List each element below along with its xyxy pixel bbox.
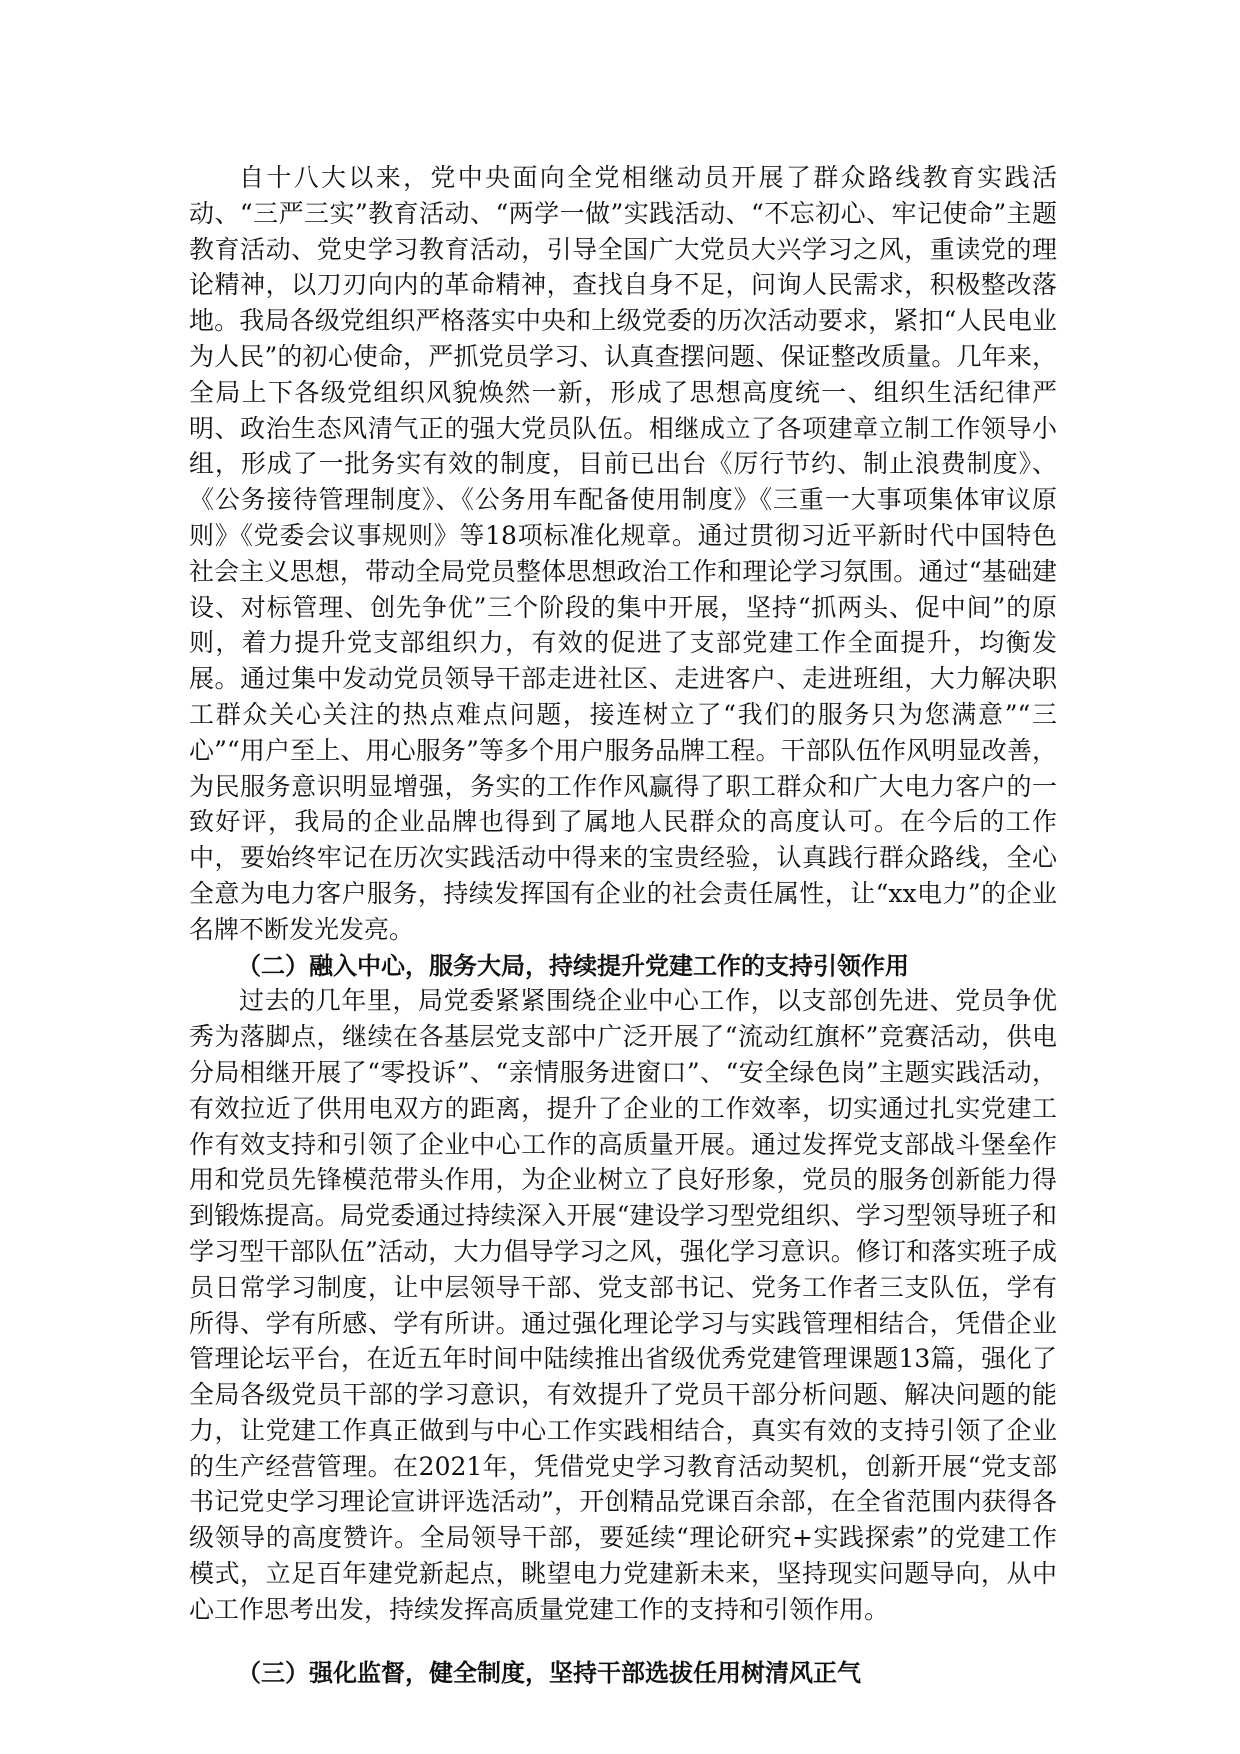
section-heading-2: （二）融入中心，服务大局，持续提升党建工作的支持引领作用 <box>237 950 909 980</box>
section-heading-3: （三）强化监督，健全制度，坚持干部选拔任用树清风正气 <box>237 1657 861 1687</box>
body-paragraph-1: 自十八大以来，党中央面向全党相继动员开展了群众路线教育实践活动、“三严三实”教育活动、“两学一做”实践活动、“不忘初心、牢记使命”主题教育活动、党史学习教育活动，引导全国广大党员大兴学习之风，重读党的理论精神，以刀刃向内的革命精神，查找自身不足，问询人民需求，积极整改落地。我局各级党组织严格落实中央和上级党委的历次活动要求，紧扣“人民电业为人民”的初心使命，严抓党员学习、认真查摆问题、保证整改质量。几年来，全局上下各级党组织风貌焕然一新，形成了思想高度统一、组织生活纪律严明、政治生态风清气正的强大党员队伍。相继成立了各项建章立制工作领导小组，形成了一批务实有效的制度，目前已出台《厉行节约、制止浪费制度》、《公务接待管理制度》、《公务用车配备使用制度》《三重一大事项集体审议原则》《党委会议事规则》等18项标准化规章。通过贯彻习近平新时代中国特色社会主义思想，带动全局党员整体思想政治工作和理论学习氛围。通过“基础建设、对标管理、创先争优”三个阶段的集中开展，坚持“抓两头、促中间”的原则，着力提升党支部组织力，有效的促进了支部党建工作全面提升，均衡发展。通过集中发动党员领导干部走进社区、走进客户、走进班组，大力解决职工群众关心关注的热点难点问题，接连树立了“我们的服务只为您满意”“三心”“用户至上、用心服务”等多个用户服务品牌工程。干部队伍作风明显改善，为民服务意识明显增强，务实的工作作风赢得了职工群众和广大电力客户的一致好评，我局的企业品牌也得到了属地人民群众的高度认可。在今后的工作中，要始终牢记在历次实践活动中得来的宝贵经验，认真践行群众路线，全心全意为电力客户服务，持续发挥国有企业的社会责任属性，让“xx电力”的企业名牌不断发光发亮。 <box>189 163 1057 944</box>
document-page <box>189 160 1057 1690</box>
body-paragraph-2: 过去的几年里，局党委紧紧围绕企业中心工作，以支部创先进、党员争优秀为落脚点，继续在各基层党支部中广泛开展了“流动红旗杯”竞赛活动，供电分局相继开展了“零投诉”、“亲情服务进窗口”、“安全绿色岗”主题实践活动，有效拉近了供用电双方的距离，提升了企业的工作效率，切实通过扎实党建工作有效支持和引领了企业中心工作的高质量开展。通过发挥党支部战斗堡垒作用和党员先锋模范带头作用，为企业树立了良好形象，党员的服务创新能力得到锻炼提高。局党委通过持续深入开展“建设学习型党组织、学习型领导班子和学习型干部队伍”活动，大力倡导学习之风，强化学习意识。修订和落实班子成员日常学习制度，让中层领导干部、党支部书记、党务工作者三支队伍，学有所得、学有所感、学有所讲。通过强化理论学习与实践管理相结合，凭借企业管理论坛平台，在近五年时间中陆续推出省级优秀党建管理课题13篇，强化了全局各级党员干部的学习意识，有效提升了党员干部分析问题、解决问题的能力，让党建工作真正做到与中心工作实践相结合，真实有效的支持引领了企业的生产经营管理。在2021年，凭借党史学习教育活动契机，创新开展“党支部书记党史学习理论宣讲评选活动”，开创精品党课百余部，在全省范围内获得各级领导的高度赞许。全局领导干部，要延续“理论研究+实践探索”的党建工作模式，立足百年建党新起点，眺望电力党建新未来，坚持现实问题导向，从中心工作思考出发，持续发挥高质量党建工作的支持和引领作用。 <box>189 986 1057 1624</box>
